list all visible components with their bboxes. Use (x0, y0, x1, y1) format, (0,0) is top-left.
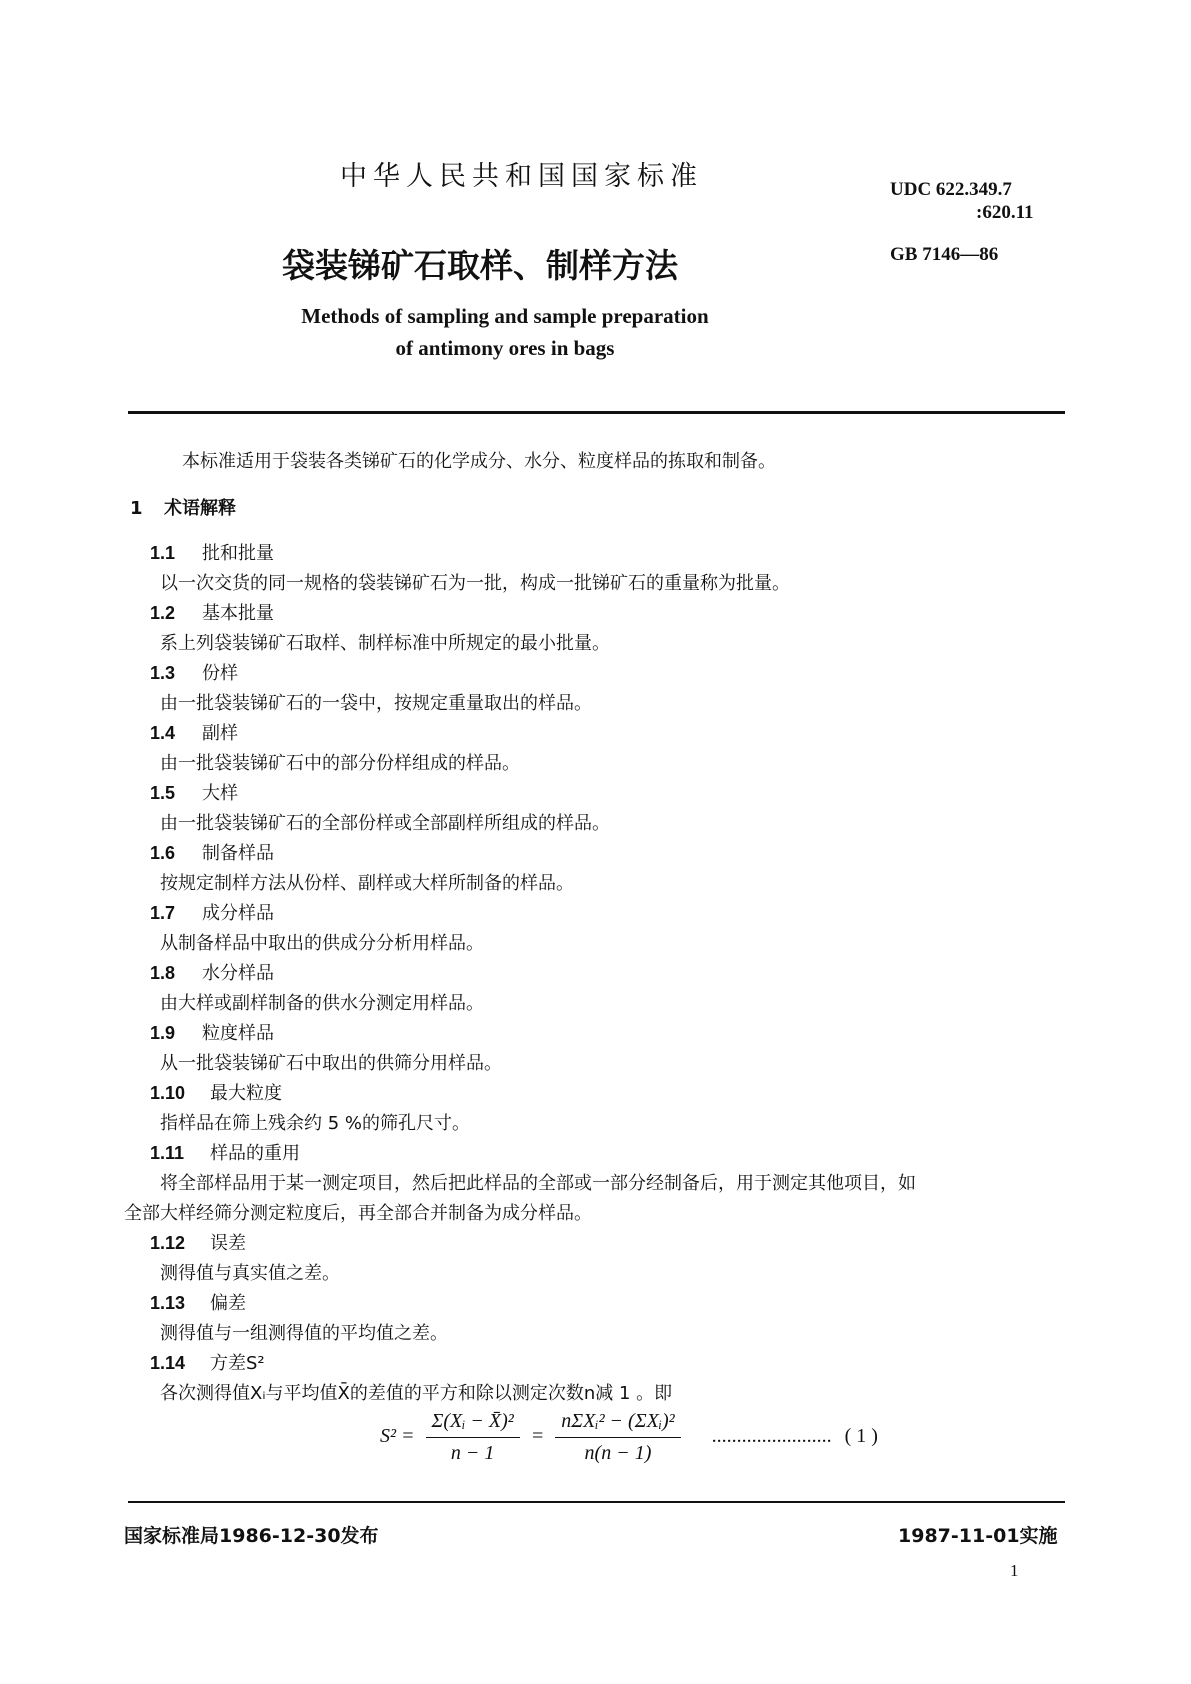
term-number: 1.7 (150, 903, 176, 923)
term-number: 1.2 (150, 603, 176, 623)
formula-fraction-1 (426, 1410, 520, 1465)
term-definition: 由大样或副样制备的供水分测定用样品。 (160, 993, 484, 1014)
term-number: 1.10 (150, 1083, 186, 1103)
title-en-line-1: Methods of sampling and sample preparation (301, 304, 709, 328)
document-title-en (265, 300, 745, 364)
term-number: 1.13 (150, 1293, 186, 1313)
term-number: 1.11 (150, 1143, 185, 1163)
term-heading (150, 1229, 246, 1255)
header-rule (128, 411, 1065, 414)
section-number: 1 (130, 498, 143, 519)
formula-fraction-2 (555, 1410, 680, 1465)
fraction-2-denominator: n(n − 1) (584, 1442, 652, 1464)
term-name: 份样 (202, 663, 238, 684)
term-number: 1.4 (150, 723, 176, 743)
term-heading (150, 719, 238, 745)
formula-label: ( 1 ) (844, 1425, 878, 1448)
term-heading (150, 539, 274, 565)
term-number: 1.5 (150, 783, 176, 803)
formula-equals: = (530, 1425, 545, 1448)
term-name: 基本批量 (202, 603, 274, 624)
formula-lhs: S² = (380, 1425, 415, 1448)
term-definition: 从制备样品中取出的供成分分析用样品。 (160, 933, 484, 954)
national-standard-heading: 中华人民共和国国家标准 (340, 161, 703, 192)
term-heading (150, 1349, 265, 1375)
gb-code: GB 7146—86 (890, 244, 999, 265)
formula-leader-dots: ........................ (711, 1425, 832, 1448)
term-number: 1.9 (150, 1023, 176, 1043)
fraction-2-numerator: nΣXᵢ² − (ΣXᵢ)² (555, 1410, 680, 1438)
term-number: 1.3 (150, 663, 176, 683)
section-1-heading (130, 494, 236, 520)
term-name: 粒度样品 (202, 1023, 274, 1044)
term-heading (150, 839, 274, 865)
term-heading (150, 1019, 274, 1045)
term-name: 制备样品 (202, 843, 274, 864)
term-number: 1.14 (150, 1353, 186, 1373)
term-definition: 各次测得值Xᵢ与平均值X̄的差值的平方和除以测定次数n减 1 。即 (160, 1383, 673, 1404)
term-number: 1.6 (150, 843, 176, 863)
effective-date: 1987-11-01实施 (898, 1525, 1058, 1547)
udc-line-1: UDC 622.349.7 (890, 179, 1012, 200)
term-name: 副样 (202, 723, 238, 744)
term-name: 最大粒度 (210, 1083, 282, 1104)
term-definition: 从一批袋装锑矿石中取出的供筛分用样品。 (160, 1053, 502, 1074)
page-number: 1 (1010, 1561, 1019, 1580)
title-en-line-2: of antimony ores in bags (395, 336, 615, 360)
term-definition: 测得值与一组测得值的平均值之差。 (160, 1323, 448, 1344)
variance-formula (380, 1410, 878, 1465)
section-title: 术语解释 (164, 498, 236, 519)
term-definition: 指样品在筛上残余约 5 %的筛孔尺寸。 (160, 1113, 470, 1134)
term-definition: 以一次交货的同一规格的袋装锑矿石为一批，构成一批锑矿石的重量称为批量。 (160, 573, 790, 594)
term-heading (150, 779, 238, 805)
term-definition: 系上列袋装锑矿石取样、制样标准中所规定的最小批量。 (160, 633, 610, 654)
term-name: 批和批量 (202, 543, 274, 564)
term-heading (150, 899, 274, 925)
term-name: 大样 (202, 783, 238, 804)
term-number: 1.8 (150, 963, 176, 983)
term-heading (150, 959, 274, 985)
term-heading (150, 599, 274, 625)
intro-paragraph: 本标准适用于袋装各类锑矿石的化学成分、水分、粒度样品的拣取和制备。 (182, 451, 776, 472)
fraction-1-denominator: n − 1 (450, 1442, 495, 1464)
term-name: 偏差 (210, 1293, 246, 1314)
term-definition: 测得值与真实值之差。 (160, 1263, 340, 1284)
term-definition: 将全部样品用于某一测定项目，然后把此样品的全部或一部分经制备后，用于测定其他项目，如 (160, 1173, 916, 1194)
term-heading (150, 1139, 300, 1165)
term-definition-continued: 全部大样经筛分测定粒度后，再全部合并制备为成分样品。 (124, 1203, 592, 1224)
fraction-1-numerator: Σ(Xᵢ − X̄)² (426, 1410, 520, 1438)
term-number: 1.12 (150, 1233, 186, 1253)
udc-line-2: :620.11 (976, 202, 1034, 223)
term-heading (150, 1289, 246, 1315)
term-name: 样品的重用 (210, 1143, 300, 1164)
udc-code (890, 178, 1034, 224)
term-definition: 按规定制样方法从份样、副样或大样所制备的样品。 (160, 873, 574, 894)
term-definition: 由一批袋装锑矿石中的部分份样组成的样品。 (160, 753, 520, 774)
term-number: 1.1 (150, 543, 176, 563)
term-heading (150, 1079, 282, 1105)
term-name: 误差 (210, 1233, 246, 1254)
term-name: 水分样品 (202, 963, 274, 984)
footer-rule (128, 1501, 1065, 1503)
term-name: 方差S² (210, 1353, 265, 1374)
document-title-cn: 袋装锑矿石取样、制样方法 (282, 246, 678, 285)
term-name: 成分样品 (202, 903, 274, 924)
issue-date: 国家标准局1986-12-30发布 (124, 1525, 379, 1547)
term-definition: 由一批袋装锑矿石的全部份样或全部副样所组成的样品。 (160, 813, 610, 834)
term-definition: 由一批袋装锑矿石的一袋中，按规定重量取出的样品。 (160, 693, 592, 714)
term-heading (150, 659, 238, 685)
